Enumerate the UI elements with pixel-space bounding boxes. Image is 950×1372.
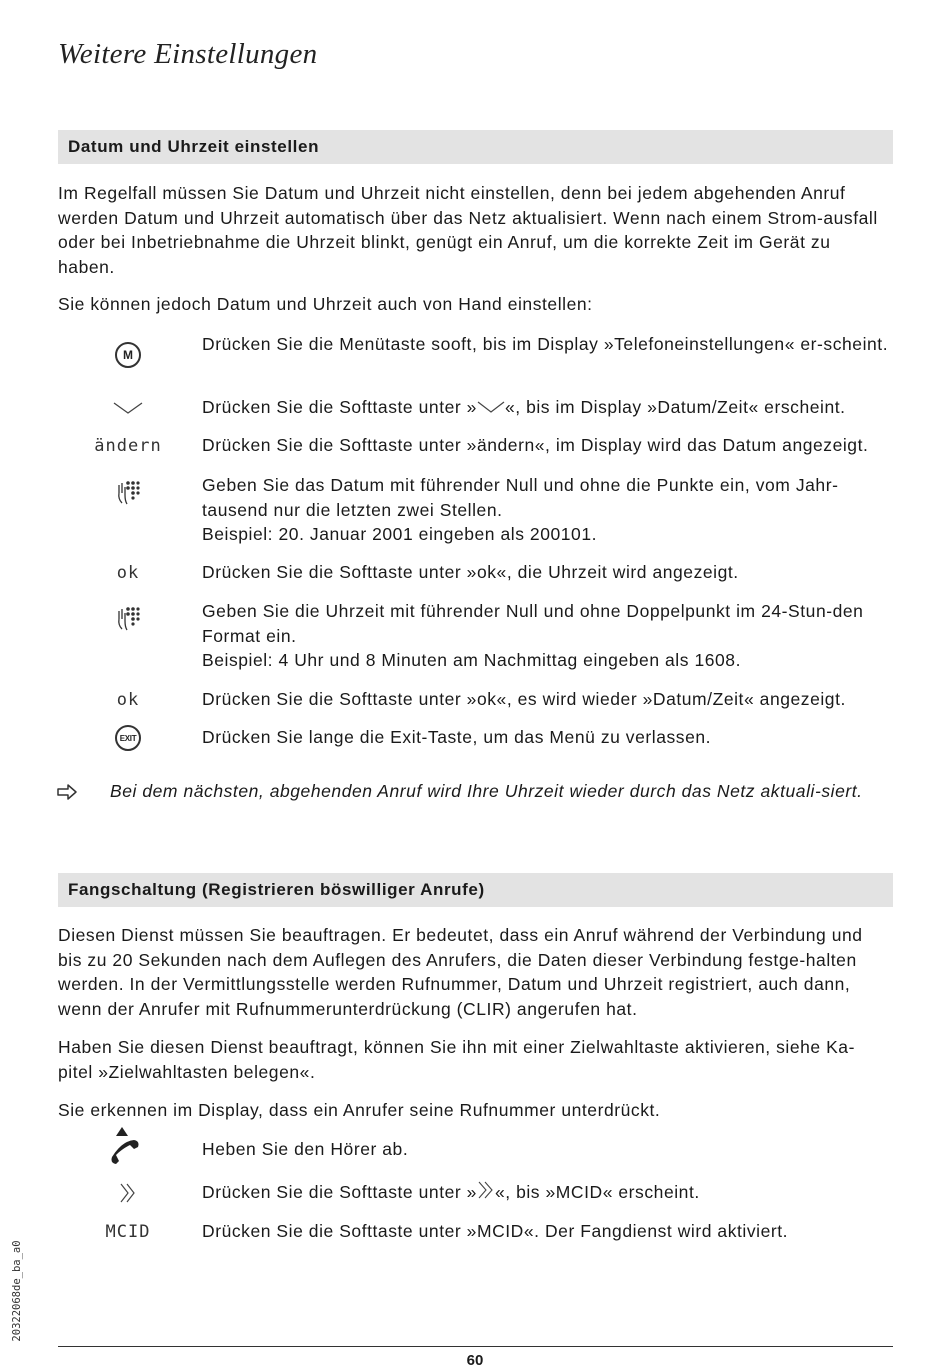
- section-heading-date-time: Datum und Uhrzeit einstellen: [58, 130, 893, 164]
- keypad-icon: [88, 605, 168, 631]
- double-chevron-right-icon: [477, 1180, 495, 1207]
- intro-paragraph: Im Regelfall müssen Sie Datum und Uhrzeit nicht einstellen, denn bei jedem abgehenden Anruf werden Datum und Uhrzeit automatisch über das Netz aktualisiert. Wenn nach einem Strom-ausfall oder bei Inbetriebnahme die Uhrzeit blinkt, genügt ein Anruf, um die korrekte Zeit im Gerät zu haben.: [58, 183, 878, 277]
- lcd-text: MCID: [105, 1222, 151, 1242]
- display-hint-paragraph: Sie erkennen im Display, dass ein Anrufer seine Rufnummer unterdrückt.: [58, 1100, 661, 1120]
- chevron-down-icon: [88, 395, 168, 421]
- menu-key-icon: [88, 342, 168, 368]
- step-text: [202, 395, 892, 421]
- step-text: Heben Sie den Hörer ab.: [202, 1139, 409, 1159]
- lcd-text: ok: [116, 563, 140, 583]
- step-text: [202, 1180, 892, 1207]
- service-description-paragraph: Diesen Dienst müssen Sie beauftragen. Er bedeutet, dass ein Anruf während der Verbindung und bis zu 20 Sekunden nach dem Auflegen des Anrufers, die Daten dieser Verbindung festge-halten werden. In der Vermittlungsstelle werden Rufnummer, Datum und Uhrzeit registriert, auch dann, wenn der Anrufer mit Rufnummerunterdrückung (CLIR) angerufen hat.: [58, 925, 863, 1019]
- manual-setting-paragraph: Sie können jedoch Datum und Uhrzeit auch von Hand einstellen:: [58, 294, 593, 314]
- step-text-part: «, bis im Display »Datum/Zeit« erscheint.: [504, 397, 846, 417]
- step-text-part: Drücken Sie die Softtaste unter »: [202, 1182, 477, 1202]
- handset-lift-icon: [88, 1127, 168, 1167]
- section-heading-mcid: Fangschaltung (Registrieren böswilliger Anrufe): [58, 873, 893, 907]
- keypad-icon: [88, 479, 168, 505]
- page-title: Weitere Einstellungen: [58, 38, 318, 70]
- step-text-line: Geben Sie das Datum mit führender Null und ohne die Punkte ein, vom Jahr-tausend nur die letzten zwei Stellen.: [202, 475, 839, 520]
- step-text: Drücken Sie die Menütaste sooft, bis im Display »Telefoneinstellungen« er-scheint.: [202, 334, 889, 354]
- step-text: Drücken Sie die Softtaste unter »MCID«. Der Fangdienst wird aktiviert.: [202, 1221, 789, 1241]
- footer-divider: [58, 1346, 893, 1347]
- step-text: Drücken Sie die Softtaste unter »ändern«, im Display wird das Datum angezeigt.: [202, 435, 869, 455]
- step-text: Drücken Sie die Softtaste unter »ok«, die Uhrzeit wird angezeigt.: [202, 562, 739, 582]
- lcd-softkey-label: [88, 1219, 168, 1245]
- lcd-softkey-label: [88, 687, 168, 713]
- step-text: [202, 599, 892, 673]
- chevron-down-icon: [477, 396, 505, 421]
- note-text: Bei dem nächsten, abgehenden Anruf wird Ihre Uhrzeit wieder durch das Netz aktuali-siert.: [110, 781, 863, 801]
- note-arrow-icon: [56, 782, 82, 802]
- step-text-part: «, bis »MCID« erscheint.: [494, 1182, 700, 1202]
- double-chevron-right-icon: [88, 1180, 168, 1206]
- step-text-part: Drücken Sie die Softtaste unter »: [202, 397, 477, 417]
- lcd-softkey-label: [88, 433, 168, 459]
- lcd-text: ändern: [94, 436, 162, 456]
- lcd-text: ok: [116, 690, 140, 710]
- activation-paragraph: Haben Sie diesen Dienst beauftragt, können Sie ihn mit einer Zielwahltaste aktivieren, siehe Ka-pitel »Zielwahltasten belegen«.: [58, 1037, 855, 1082]
- exit-key-label: EXIT: [115, 725, 141, 751]
- exit-key-icon: [88, 725, 168, 751]
- step-text: Drücken Sie lange die Exit-Taste, um das Menü zu verlassen.: [202, 727, 712, 747]
- page-number: 60: [466, 1352, 484, 1369]
- document-code: 20322068de_ba_a0: [11, 1240, 23, 1342]
- step-example: Beispiel: 4 Uhr und 8 Minuten am Nachmittag eingeben als 1608.: [202, 650, 741, 670]
- step-text: Drücken Sie die Softtaste unter »ok«, es wird wieder »Datum/Zeit« angezeigt.: [202, 689, 846, 709]
- menu-key-label: M: [115, 342, 141, 368]
- step-example: Beispiel: 20. Januar 2001 eingeben als 200101.: [202, 524, 598, 544]
- step-text-line: Geben Sie die Uhrzeit mit führender Null und ohne Doppelpunkt im 24-Stun-den Format ein.: [202, 601, 864, 646]
- lcd-softkey-label: [88, 560, 168, 586]
- step-text: [202, 473, 892, 547]
